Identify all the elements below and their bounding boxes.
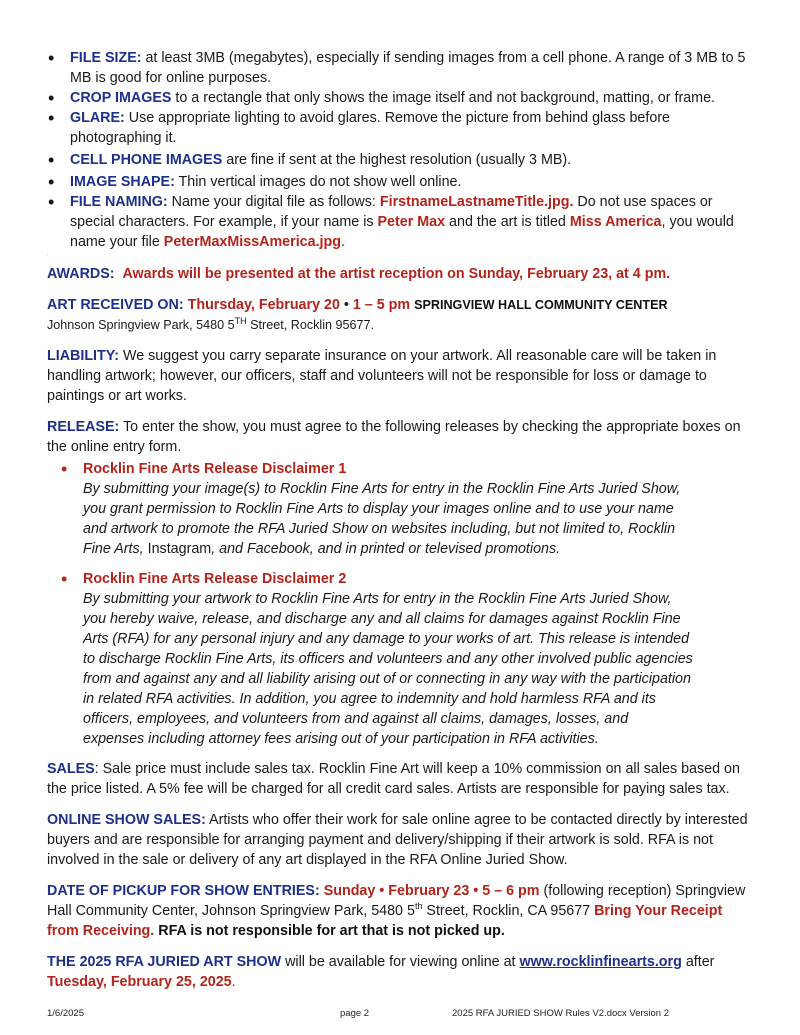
tip-text: Thin vertical images do not show well online. <box>174 174 462 190</box>
body-text: , and Facebook, and in printed or televised promotions. <box>211 541 561 557</box>
tip-text: and the art is titled <box>445 214 570 230</box>
tip-label: CELL PHONE IMAGES <box>70 152 223 168</box>
release-section <box>47 417 752 457</box>
superscript: th <box>414 901 423 912</box>
tip-label: FILE SIZE: <box>70 50 142 66</box>
tip-label: FILE NAMING: <box>70 194 168 210</box>
section-text: To enter the show, you must agree to the following releases by checking the appropriate boxes on the online entry form. <box>47 419 741 455</box>
tip-text: , you would name your file <box>70 214 734 250</box>
tip-text: Use appropriate lighting to avoid glares. Remove the picture from behind glass before photographing it. <box>70 110 670 146</box>
receive-date: Thursday, February 20 <box>187 297 340 313</box>
superscript: TH <box>234 315 247 326</box>
body-text: Instagram <box>147 541 212 557</box>
tip-label: IMAGE SHAPE: <box>70 174 175 190</box>
tip-cell-phone <box>47 150 752 170</box>
pickup-time: Sunday • February 23 • 5 – 6 pm <box>319 883 540 899</box>
show-date: Tuesday, February 25, 2025 <box>47 974 232 990</box>
awards-text: Awards will be presented at the artist reception on Sunday, February 23, at 4 pm. <box>122 266 671 282</box>
section-label: SALES <box>47 761 95 777</box>
tip-label: GLARE: <box>70 110 125 126</box>
example-name: Peter Max <box>377 214 446 230</box>
disclaimer-title: Rocklin Fine Arts Release Disclaimer 1 <box>83 461 347 477</box>
online-sales-section <box>47 810 752 870</box>
file-format-example: FirstnameLastnameTitle.jpg. <box>379 194 574 210</box>
example-title: Miss America <box>569 214 662 230</box>
submission-tips-list <box>47 48 752 252</box>
punctuation: . <box>231 974 236 990</box>
pickup-section <box>47 881 752 941</box>
bullet-icon: • <box>61 459 68 479</box>
awards-section <box>47 264 752 284</box>
body-text: By submitting your image(s) to Rocklin Fine Arts for entry in the Rocklin Fine Arts Juried Show, you grant permission to Rocklin Fine Arts to display your images online and to use your name and artwork to promote the RFA Juried Show on websites including, but not limited to, Rocklin Fine Arts, <box>83 481 681 557</box>
section-label: ONLINE SHOW SALES: <box>47 812 206 828</box>
footer-page-number: page 2 <box>340 1008 370 1019</box>
bullet-icon: • <box>61 569 68 589</box>
address-text: Street, Rocklin 95677. <box>246 318 375 332</box>
separator: • <box>339 297 353 313</box>
tip-text: Name your digital file as follows: <box>167 194 380 210</box>
pickup-note: RFA is not responsible for art that is not picked up. <box>154 923 505 939</box>
section-text: : Sale price must include sales tax. Rocklin Fine Art will keep a 10% commission on all sales based on the price listed. A 5% fee will be charged for all credit card sales. Artists are responsible for paying sales tax. <box>47 761 740 797</box>
venue-name: SPRINGVIEW HALL COMMUNITY CENTER <box>414 298 668 312</box>
section-label: ART RECEIVED ON: <box>47 297 184 313</box>
section-label: DATE OF PICKUP FOR SHOW ENTRIES: <box>47 883 320 899</box>
sales-section <box>47 759 752 799</box>
disclaimer-body: By submitting your artwork to Rocklin Fine Arts for entry in the Rocklin Fine Arts Juried Show, you hereby waive, release, and discharge any and all claims for damages against Rocklin Fine Arts (RFA) for any personal injury and any damage to your works of art. This release is intended to discharge Rocklin Fine Arts, its officers and volunteers and any other involved public agencies from and against any and all liability arising out of or connecting in any way with the participation in related RFA activities. In addition, you agree to indemnity and hold harmless RFA and its officers, employees, and volunteers from and against all claims, damages, losses, and expenses including attorney fees arising out of your participation in RFA activities. <box>83 591 693 747</box>
website-link[interactable]: www.rocklinfinearts.org <box>519 954 682 970</box>
art-received-section <box>47 295 752 315</box>
disclaimer-title: Rocklin Fine Arts Release Disclaimer 2 <box>83 571 347 587</box>
tip-file-naming <box>47 192 752 252</box>
disclaimer-1 <box>60 459 752 559</box>
page-footer <box>47 1007 752 1021</box>
tip-glare <box>47 108 752 148</box>
section-text: will be available for viewing online at <box>281 954 520 970</box>
tip-text: . <box>340 234 345 250</box>
tip-crop-images <box>47 88 752 108</box>
example-file-name: PeterMaxMissAmerica.jpg <box>163 234 341 250</box>
spacer: . <box>47 252 49 258</box>
section-label: LIABILITY: <box>47 348 120 364</box>
tip-text: are fine if sent at the highest resolution (usually 3 MB). <box>222 152 572 168</box>
footer-file-name: 2025 RFA JURIED SHOW Rules V2.docx Version 2 <box>452 1008 670 1019</box>
section-text: Street, Rocklin, CA 95677 <box>422 903 595 919</box>
address-text: Johnson Springview Park, 5480 5 <box>47 318 235 332</box>
liability-section <box>47 346 752 406</box>
disclaimer-body <box>83 479 693 559</box>
tip-text: to a rectangle that only shows the image itself and not background, matting, or frame. <box>171 90 716 106</box>
section-label: AWARDS: <box>47 266 115 282</box>
section-label: RELEASE: <box>47 419 120 435</box>
venue-address <box>47 315 752 335</box>
section-label: THE 2025 RFA JURIED ART SHOW <box>47 954 282 970</box>
section-text: (following reception) Springview Hall Community Center, Johnson Springview Park, 5480 5 <box>47 883 746 919</box>
tip-text: Do not use spaces or special characters. For example, if your name is <box>70 194 713 230</box>
disclaimer-2 <box>60 569 752 749</box>
tip-file-size <box>47 48 752 88</box>
section-text: after <box>681 954 715 970</box>
section-text: Artists who offer their work for sale online agree to be contacted directly by interested buyers and are responsible for arranging payment and delivery/shipping if their artwork is sold. RFA is not involved in the sale or delivery of any art displayed in the RFA Online Juried Show. <box>47 812 748 868</box>
receipt-note: Bring Your Receipt from Receiving. <box>47 903 723 939</box>
document-page <box>47 48 752 992</box>
tip-text: at least 3MB (megabytes), especially if sending images from a cell phone. A range of 3 MB to 5 MB is good for online purposes. <box>70 50 746 86</box>
show-section <box>47 952 752 992</box>
footer-date: 1/6/2025 <box>47 1008 84 1019</box>
receive-time: 1 – 5 pm <box>352 297 411 313</box>
tip-label: CROP IMAGES <box>70 90 172 106</box>
section-text: We suggest you carry separate insurance on your artwork. All reasonable care will be taken in handling artwork; however, our officers, staff and volunteers will not be responsible for loss or damage to paintings or art works. <box>47 348 717 404</box>
tip-image-shape <box>47 172 752 192</box>
